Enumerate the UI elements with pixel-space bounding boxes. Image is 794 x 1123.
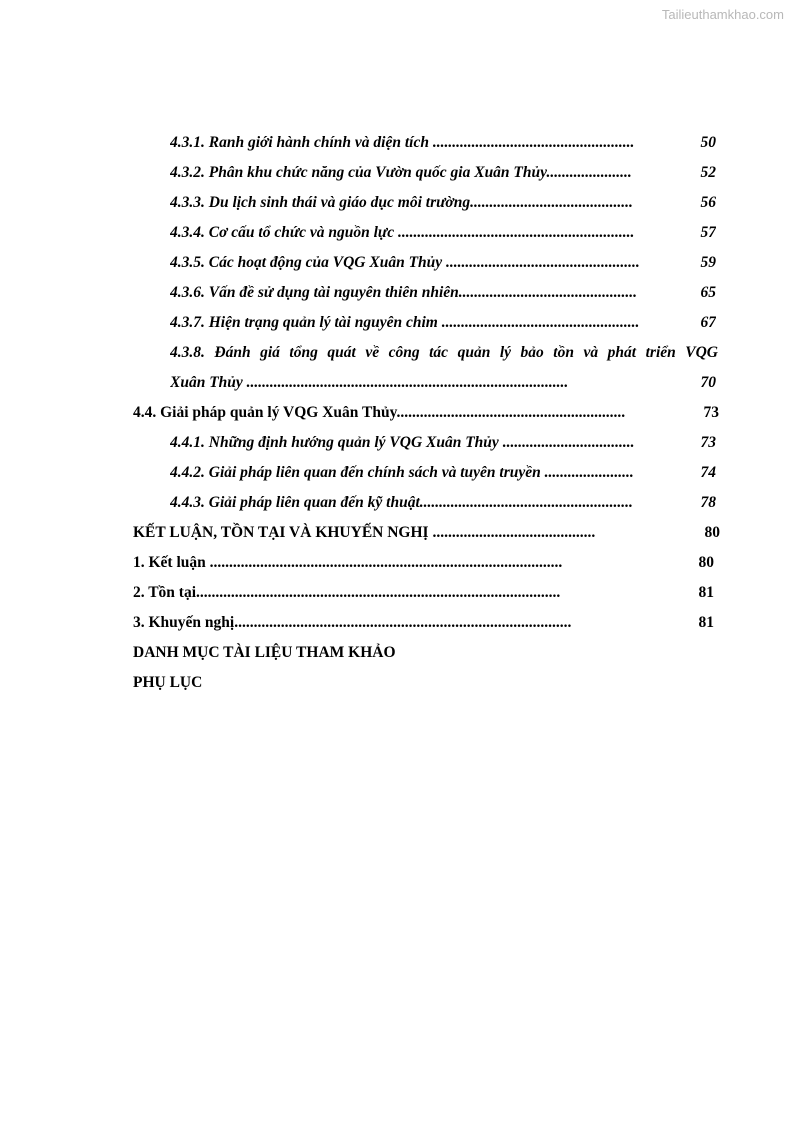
toc-leader: ........................................................................................... bbox=[209, 554, 563, 571]
toc-title: PHỤ LỤC bbox=[133, 674, 203, 691]
toc-title: 4.3.1. Ranh giới hành chính và diện tích bbox=[170, 134, 433, 151]
toc-leader: .................................................. bbox=[446, 254, 640, 271]
toc-entry-4-3-3[interactable] bbox=[170, 192, 716, 214]
toc-page: 81 bbox=[698, 584, 714, 601]
toc-page: 80 bbox=[698, 554, 714, 571]
watermark: Tailieuthamkhao.com bbox=[661, 7, 784, 22]
toc-entry-4-3-5[interactable] bbox=[170, 252, 716, 274]
toc-title: DANH MỤC TÀI LIỆU THAM KHẢO bbox=[133, 644, 396, 661]
toc-page: 67 bbox=[700, 314, 716, 331]
toc-title: 4.4.3. Giải pháp liên quan đến kỹ thuật bbox=[170, 494, 420, 511]
toc-title: 4.3.2. Phân khu chức năng của Vườn quốc gia Xuân Thủy bbox=[170, 164, 547, 181]
toc-title: Xuân Thủy bbox=[170, 374, 247, 391]
toc-entry-4-4-3[interactable] bbox=[170, 492, 716, 514]
toc-title: 4.3.5. Các hoạt động của VQG Xuân Thủy bbox=[170, 254, 447, 271]
toc-leader: ....................... bbox=[544, 464, 634, 481]
toc-leader: .......................................... bbox=[432, 524, 596, 541]
toc-entry-khuyen-nghi[interactable] bbox=[133, 612, 714, 634]
toc-title: 3. Khuyến nghị bbox=[133, 614, 235, 631]
toc-entry-4-3-8-line1[interactable]: 4.3.8. Đánh giá tổng quát về công tác quản lý bảo tồn và phát triển VQG bbox=[170, 344, 718, 361]
toc-leader: ....................................................... bbox=[419, 494, 633, 511]
toc-entry-4-4-2[interactable] bbox=[170, 462, 716, 484]
toc-page: 52 bbox=[700, 164, 716, 181]
toc-title: 4.3.3. Du lịch sinh thái và giáo dục môi trường bbox=[170, 194, 471, 211]
toc-entry-ket-luan[interactable] bbox=[133, 552, 714, 574]
toc-title: 4.3.7. Hiện trạng quản lý tài nguyên chim bbox=[170, 314, 442, 331]
toc-entry-4-3-8-line2[interactable] bbox=[170, 372, 716, 394]
toc-page: 70 bbox=[700, 374, 716, 391]
toc-leader: ........................................................... bbox=[396, 404, 626, 421]
toc-leader: .............................................. bbox=[458, 284, 638, 301]
toc-entry-4-4[interactable] bbox=[133, 402, 719, 424]
toc-entry-4-3-4[interactable] bbox=[170, 222, 716, 244]
toc-entry-ket-luan-heading[interactable] bbox=[133, 522, 720, 544]
toc-page: 50 bbox=[700, 134, 716, 151]
toc-page: 80 bbox=[704, 524, 720, 541]
toc-page: 59 bbox=[700, 254, 716, 271]
toc-leader: ............................................................. bbox=[397, 224, 635, 241]
toc-page: 73 bbox=[700, 434, 716, 451]
toc-page: 56 bbox=[700, 194, 716, 211]
toc-title: 4.3.4. Cơ cấu tổ chức và nguồn lực bbox=[170, 224, 398, 241]
toc-entry-4-4-1[interactable] bbox=[170, 432, 716, 454]
toc-leader: .................................................... bbox=[432, 134, 635, 151]
toc-page: 74 bbox=[700, 464, 716, 481]
toc-entry-appendix[interactable] bbox=[133, 672, 333, 694]
toc-leader: ...................... bbox=[546, 164, 632, 181]
toc-entry-references[interactable] bbox=[133, 642, 533, 664]
toc-title: 4.4.2. Giải pháp liên quan đến chính sách và tuyên truyền bbox=[170, 464, 545, 481]
toc-entry-ton-tai[interactable] bbox=[133, 582, 714, 604]
toc-entry-4-3-2[interactable] bbox=[170, 162, 716, 184]
toc-entry-4-3-1[interactable] bbox=[170, 132, 716, 154]
toc-page: 73 bbox=[703, 404, 719, 421]
toc-entry-4-3-6[interactable] bbox=[170, 282, 716, 304]
toc-page: 78 bbox=[700, 494, 716, 511]
toc-title: 4.4. Giải pháp quản lý VQG Xuân Thủy bbox=[133, 404, 397, 421]
toc-leader: .............................................................................................. bbox=[196, 584, 561, 601]
toc-leader: ....................................................................................... bbox=[234, 614, 572, 631]
toc-page: 81 bbox=[698, 614, 714, 631]
toc-title: 4.4.1. Những định hướng quản lý VQG Xuân Thủy bbox=[170, 434, 503, 451]
toc-leader: .......................................... bbox=[470, 194, 633, 211]
toc-title: 4.3.6. Vấn đề sử dụng tài nguyên thiên nhiên bbox=[170, 284, 459, 301]
toc-title: KẾT LUẬN, TỒN TẠI VÀ KHUYẾN NGHỊ bbox=[133, 524, 433, 541]
toc-page: 65 bbox=[700, 284, 716, 301]
toc-title: 1. Kết luận bbox=[133, 554, 210, 571]
toc-leader: ................................................................................... bbox=[246, 374, 569, 391]
toc-leader: ................................................... bbox=[441, 314, 640, 331]
toc-title: 2. Tồn tại bbox=[133, 584, 197, 601]
toc-entry-4-3-7[interactable] bbox=[170, 312, 716, 334]
toc-page: 57 bbox=[700, 224, 716, 241]
toc-leader: .................................. bbox=[502, 434, 635, 451]
